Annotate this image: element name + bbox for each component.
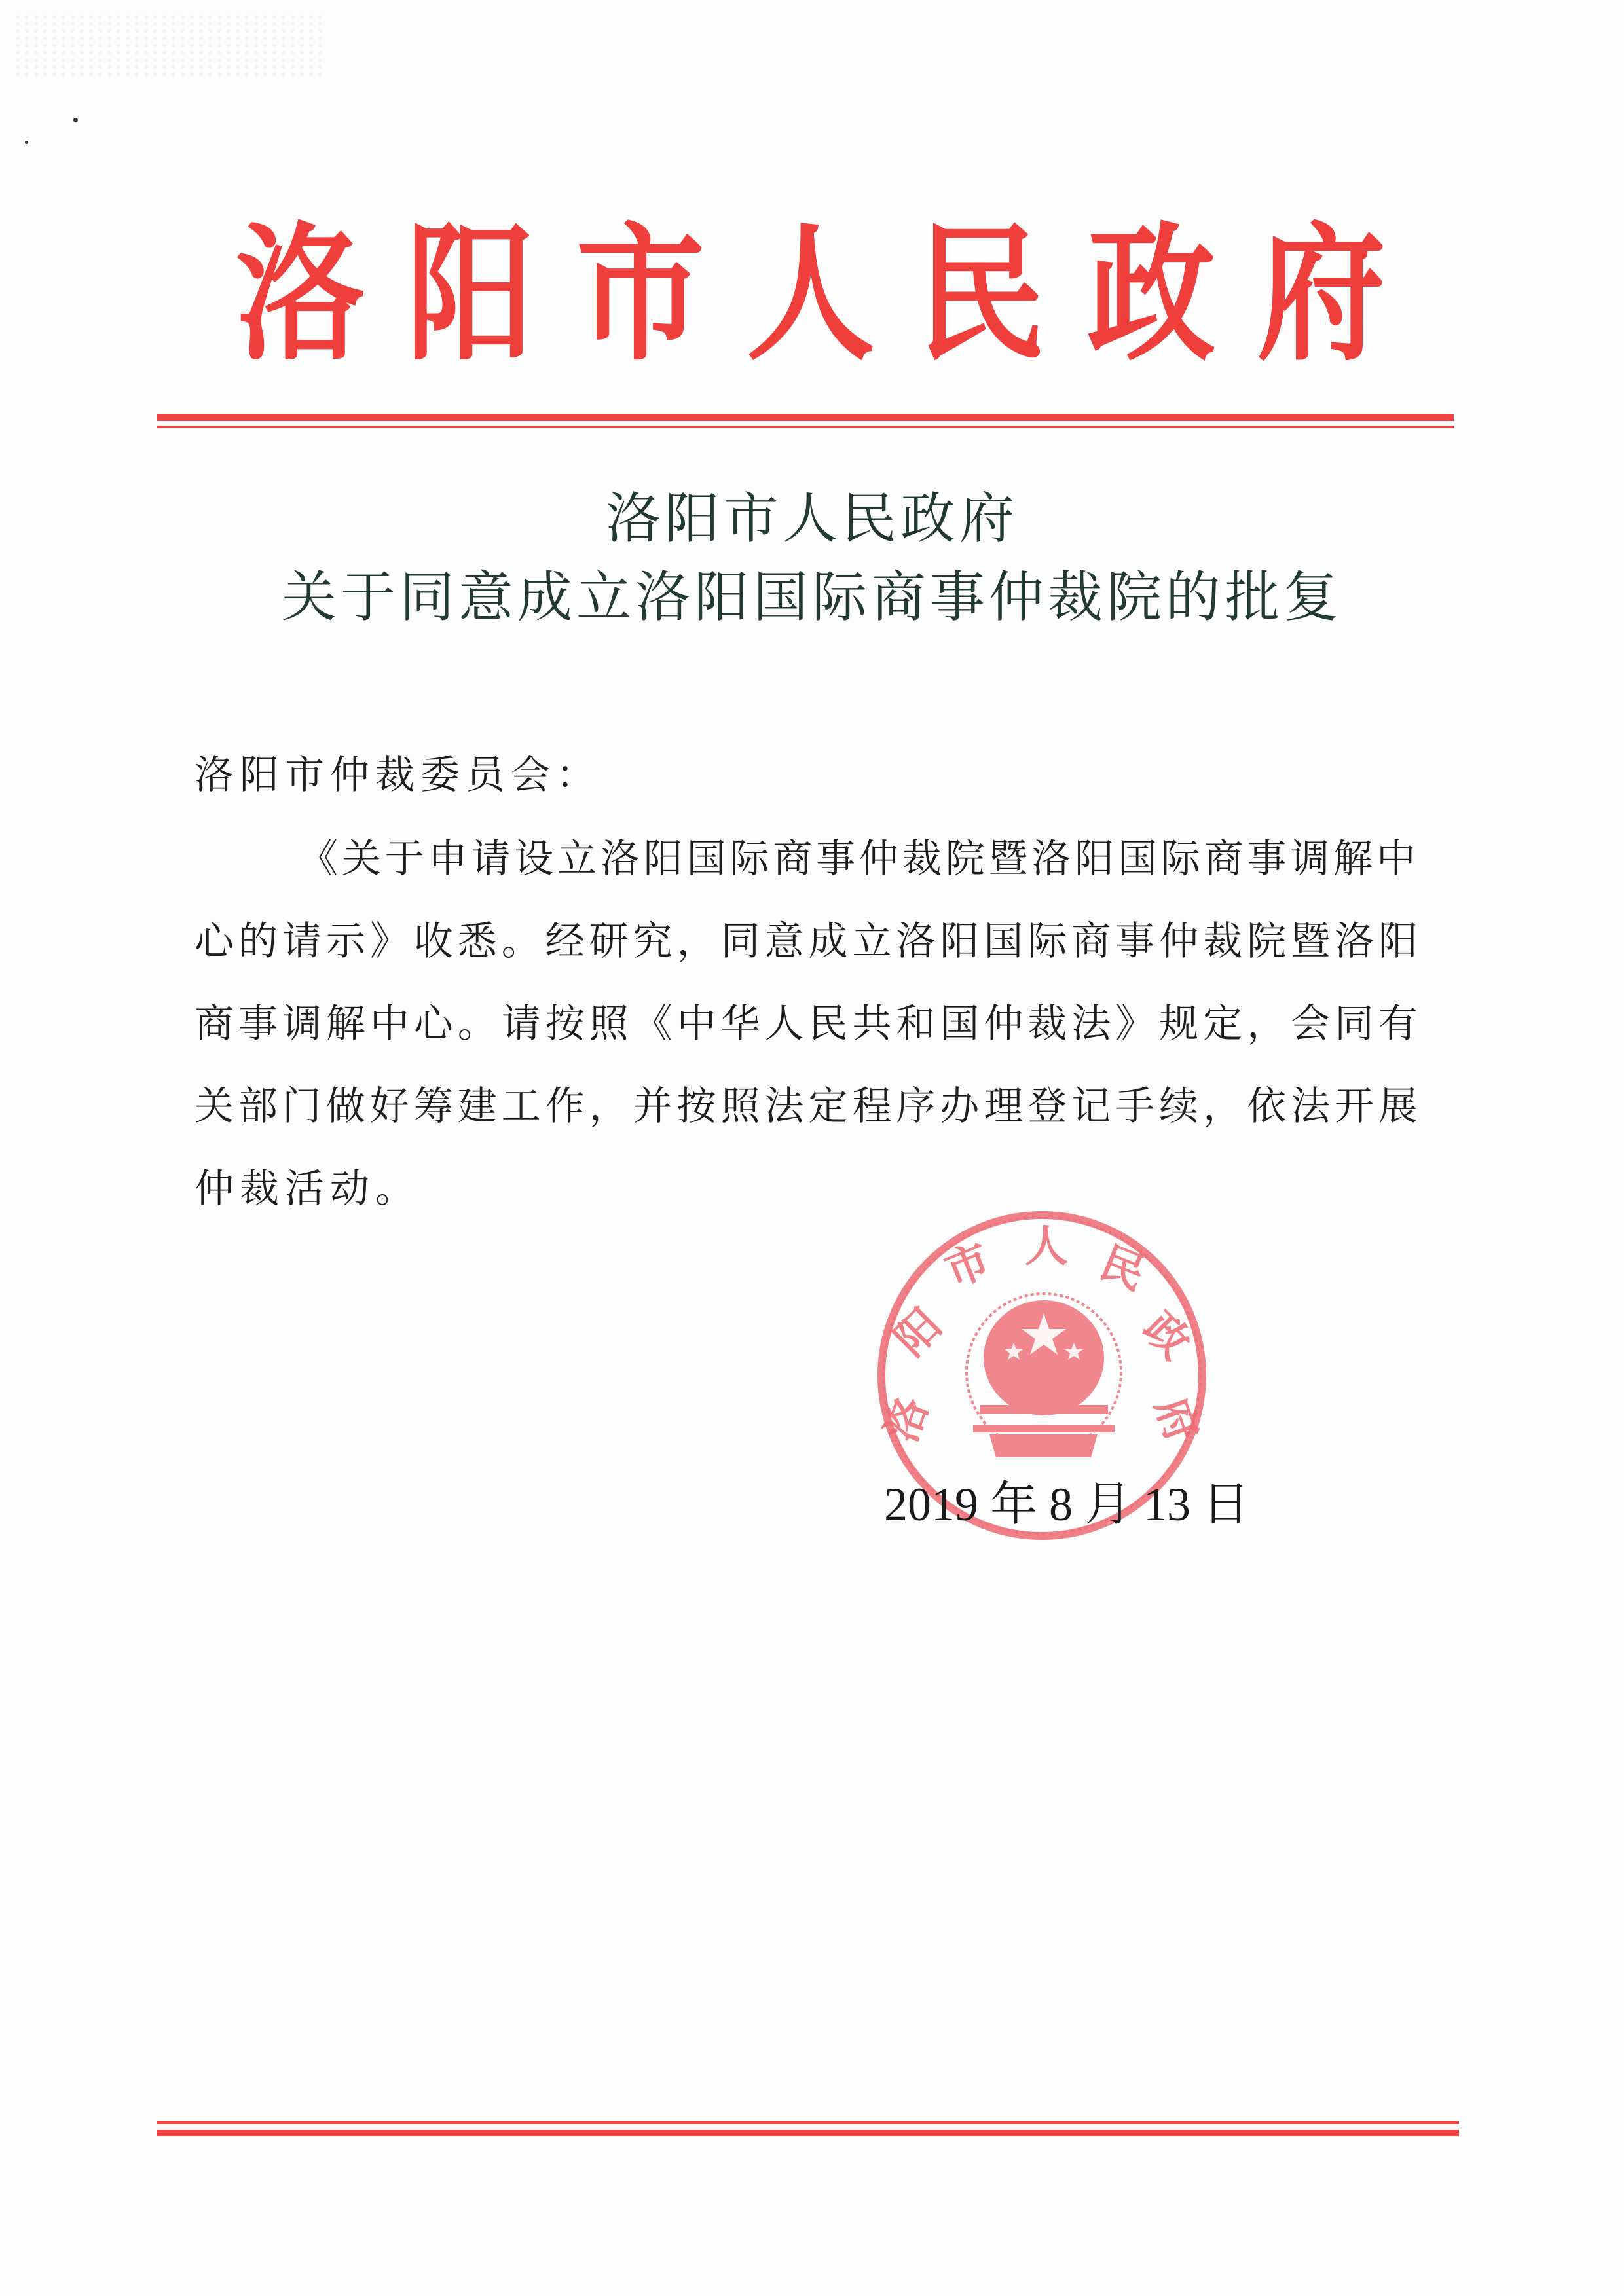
seal-char: 民 — [1093, 1236, 1153, 1300]
masthead-char: 人 — [747, 208, 876, 382]
body-line: 关部门做好筹建工作，并按照法定程序办理登记手续，依法开展 — [194, 1084, 1418, 1129]
header-rule-thin — [157, 426, 1454, 428]
masthead-char: 洛 — [236, 208, 365, 382]
signature-date: 2019 年 8 月 13 日 — [884, 1478, 1250, 1531]
document-title-line1: 洛阳市人民政府 — [605, 486, 1018, 551]
masthead-char: 府 — [1257, 208, 1386, 382]
masthead-char: 政 — [1087, 208, 1216, 382]
footer-rule-thick — [157, 2130, 1459, 2136]
seal-char: 阳 — [884, 1298, 951, 1366]
body-line: 《关于申请设立洛阳国际商事仲裁院暨洛阳国际商事调解中 — [299, 836, 1416, 882]
masthead-char: 民 — [917, 208, 1046, 382]
seal-char: 府 — [1145, 1390, 1209, 1449]
seal-char: 政 — [1134, 1302, 1201, 1369]
body-line: 仲裁活动。 — [194, 1166, 420, 1212]
seal-char: 人 — [1025, 1220, 1068, 1271]
masthead — [236, 208, 1386, 382]
header-rule-thick — [157, 414, 1454, 421]
scan-speck — [73, 118, 78, 122]
document-title-line2: 关于同意成立洛阳国际商事仲裁院的批复 — [281, 565, 1342, 629]
seal-char: 市 — [938, 1233, 997, 1298]
masthead-char: 阳 — [406, 208, 535, 382]
body-line: 心的请示》收悉。经研究，同意成立洛阳国际商事仲裁院暨洛阳 — [194, 919, 1418, 964]
scan-noise — [13, 13, 327, 79]
scan-speck — [25, 141, 28, 144]
addressee: 洛阳市仲裁委员会： — [194, 752, 601, 798]
masthead-char: 市 — [576, 208, 705, 382]
body-line: 商事调解中心。请按照《中华人民共和国仲裁法》规定，会同有 — [194, 1001, 1418, 1047]
seal-char: 洛 — [875, 1390, 938, 1449]
footer-rule-thin — [157, 2121, 1459, 2124]
